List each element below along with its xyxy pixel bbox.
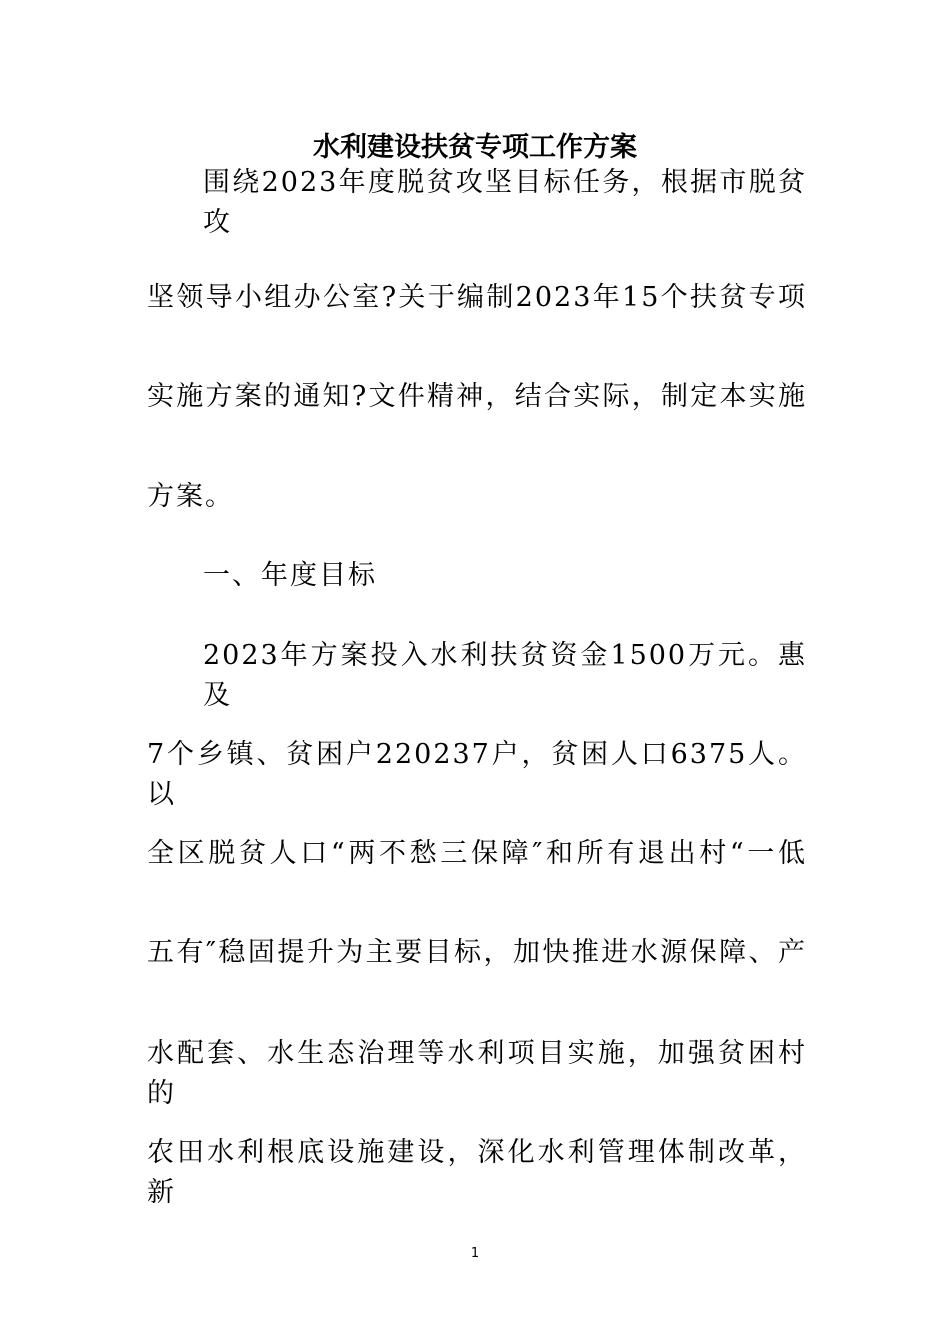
paragraph-line: 五有″稳固提升为主要目标，加快推进水源保障、产	[147, 937, 807, 968]
paragraph-line: 坚领导小组办公室?关于编制2023年15个扶贫专项	[147, 282, 807, 313]
paragraph-line: 方案。	[147, 481, 234, 512]
paragraph-line: 实施方案的通知?文件精神，结合实际，制定本实施	[147, 381, 807, 412]
section-heading: 一、年度目标	[203, 560, 377, 591]
paragraph-line: 7个乡镇、贫困户220237户，贫困人口6375人。以	[147, 739, 807, 810]
paragraph-line: 2023年方案投入水利扶贫资金1500万元。惠及	[203, 640, 807, 711]
paragraph-line: 全区脱贫人口“两不愁三保障″和所有退出村“一低	[147, 838, 807, 869]
paragraph-line: 水配套、水生态治理等水利项目实施，加强贫困村的	[147, 1038, 807, 1109]
paragraph-line: 农田水利根底设施建设，深化水利管理体制改革，新	[147, 1137, 807, 1208]
paragraph-line: 围绕2023年度脱贫攻坚目标任务，根据市脱贫攻	[203, 167, 807, 238]
page-number: 1	[470, 1246, 480, 1261]
document-title: 水利建设扶贫专项工作方案	[313, 132, 637, 163]
